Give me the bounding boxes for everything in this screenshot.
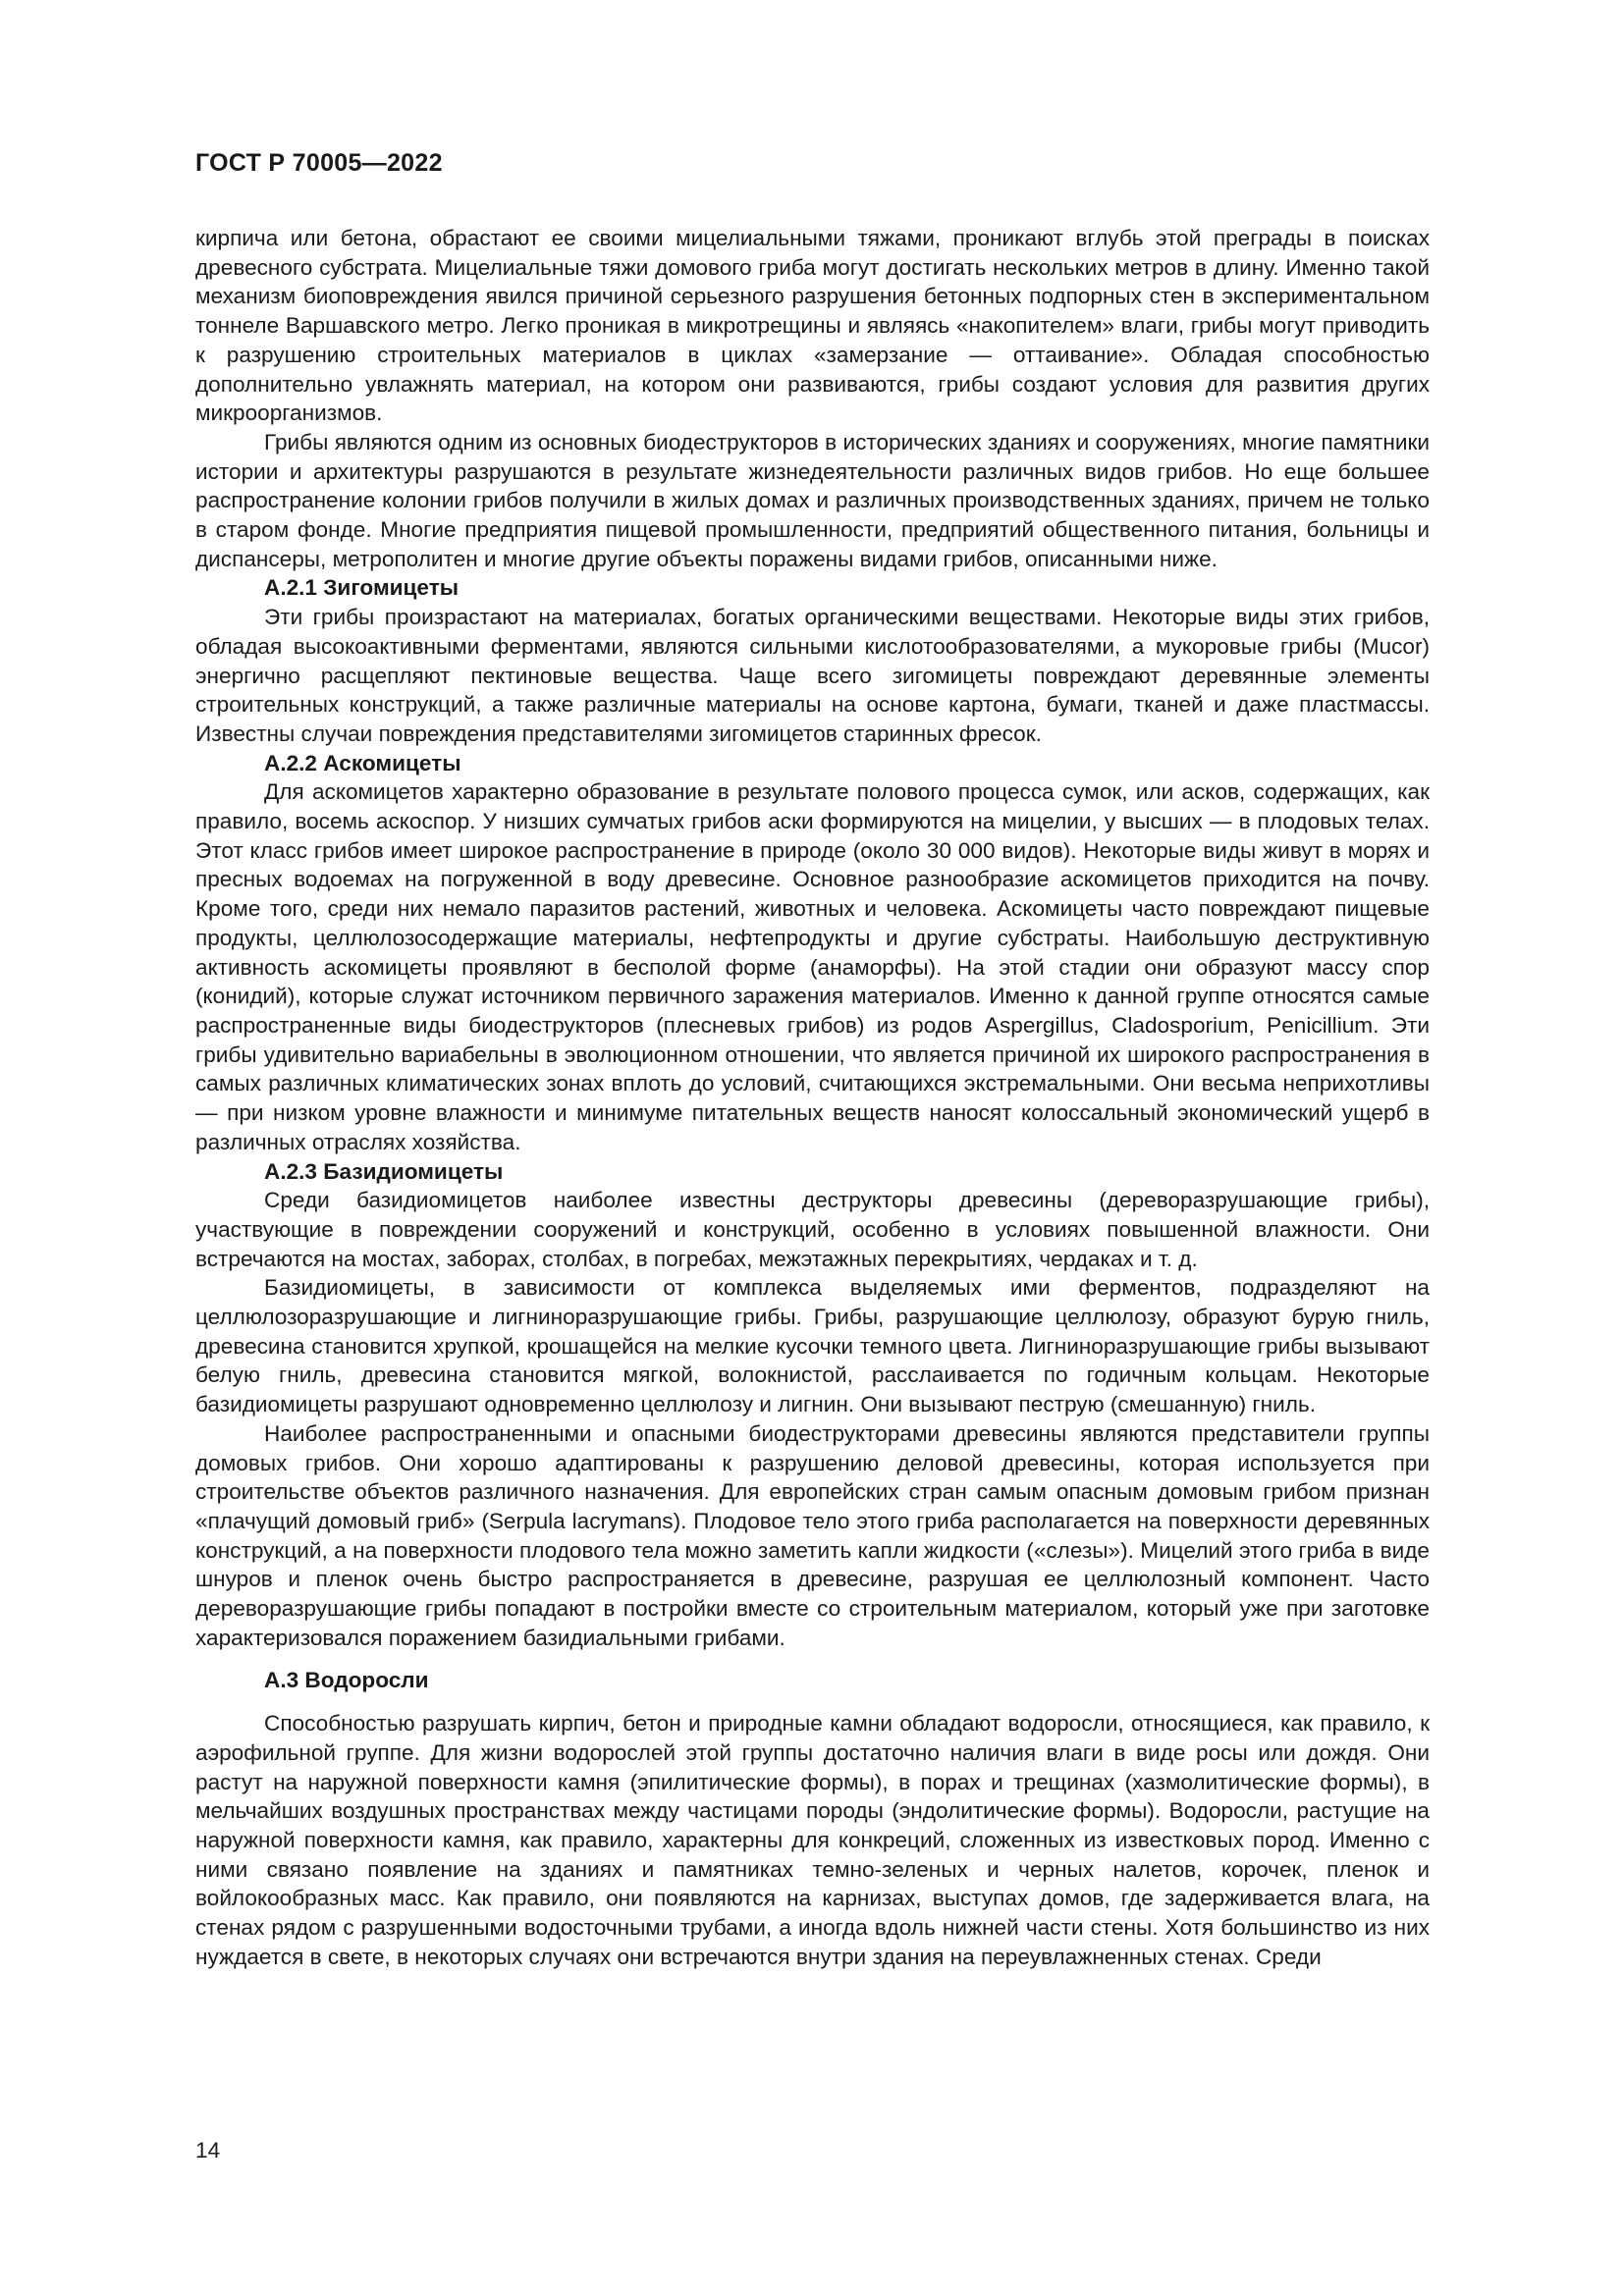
body-text (195, 224, 1430, 1971)
heading-ascomycetes: А.2.2 Аскомицеты (264, 750, 461, 775)
paragraph-fungi-historic-buildings: Грибы являются одним из основных биодеструкторов в исторических зданиях и сооружениях, многие памятники истории и архитектуры разрушаются в результате жизнедеятельности различных видов грибов. Но еще большее распространение колонии грибов получили в жилых домах и различных производственных зданиях, причем не только в старом фонде. Многие предприятия пищевой промышленности, предприятий общественного питания, больницы и диспансеры, метрополитен и многие другие объекты поражены видами грибов, описанными ниже. (195, 429, 1430, 571)
paragraph-house-fungi: Наиболее распространенными и опасными биодеструкторами древесины являются представители группы домовых грибов. Они хорошо адаптированы к разрушению деловой древесины, которая используется при строительстве объектов различного назначения. Для европейских стран самым опасным домовым грибом признан «плачущий домовый гриб» (Serpula lacrymans). Плодовое тело этого гриба располагается на поверхности деревянных конструкций, а на поверхности плодового тела можно заметить капли жидкости («слезы»). Мицелий этого гриба в виде шнуров и пленок очень быстро распространяется в древесине, разрушая ее целлюлозный компонент. Часто дереворазрушающие грибы попадают в постройки вместе со строительным материалом, который уже при заготовке характеризовался поражением базидиальными грибами. (195, 1420, 1430, 1650)
paragraph-algae: Способностью разрушать кирпич, бетон и природные камни обладают водоросли, относящиеся, как правило, к аэрофильной группе. Для жизни водорослей этой группы достаточно наличия влаги в виде росы или дождя. Они растут на наружной поверхности камня (эпилитические формы), в порах и трещинах (хазмолитические формы), в мельчайших воздушных пространствах между частицами породы (эндолитические формы). Водоросли, растущие на наружной поверхности камня, как правило, характерны для конкреций, сложенных из известковых пород. Именно с ними связано появление на зданиях и памятниках темно-зеленых и черных налетов, корочек, пленок и войлокообразных масс. Как правило, они появляются на карнизах, выступах домов, где задерживается влага, на стенах рядом с разрушенными водосточными трубами, а иногда вдоль нижней части стены. Хотя большинство из них нуждается в свете, в некоторых случаях они встречаются внутри здания на переувлажненных стенах. Среди (195, 1711, 1430, 1969)
heading-algae: А.3 Водоросли (264, 1668, 429, 1693)
page-number: 14 (195, 2138, 221, 2163)
paragraph-continuation: кирпича или бетона, обрастают ее своими мицелиальными тяжами, проникают вглубь этой преграды в поисках древесного субстрата. Мицелиальные тяжи домового гриба могут достигать нескольких метров в длину. Именно такой механизм биоповреждения явился причиной серьезного разрушения бетонных подпорных стен в экспериментальном тоннеле Варшавского метро. Легко проникая в микротрещины и являясь «накопителем» влаги, грибы могут приводить к разрушению строительных материалов в циклах «замерзание — оттаивание». Обладая способностью дополнительно увлажнять материал, на котором они развиваются, грибы создают условия для развития других микроорганизмов. (195, 226, 1430, 426)
heading-basidiomycetes: А.2.3 Базидиомицеты (264, 1158, 504, 1184)
paragraph-basidiomycetes-rot: Базидиомицеты, в зависимости от комплекса выделяемых ими ферментов, подразделяют на целлюлозоразрушающие и лигниноразрушающие грибы. Грибы, разрушающие целлюлозу, образуют бурую гниль, древесина становится хрупкой, крошащейся на мелкие кусочки темного цвета. Лигниноразрушающие грибы вызывают белую гниль, древесина становится мягкой, волокнистой, расслаивается по годичным кольцам. Некоторые базидиомицеты разрушают одновременно целлюлозу и лигнин. Они вызывают пеструю (смешанную) гниль. (195, 1275, 1430, 1417)
paragraph-ascomycetes: Для аскомицетов характерно образование в результате полового процесса сумок, или асков, содержащих, как правило, восемь аскоспор. У низших сумчатых грибов аски формируются на мицелии, у высших — в плодовых телах. Этот класс грибов имеет широкое распространение в природе (около 30 000 видов). Некоторые виды живут в морях и пресных водоемах на погруженной в воду древесине. Основное разнообразие аскомицетов приходится на почву. Кроме того, среди них немало паразитов растений, животных и человека. Аскомицеты часто повреждают пищевые продукты, целлюлозосодержащие материалы, нефтепродукты и другие субстраты. Наибольшую деструктивную активность аскомицеты проявляют в бесполой форме (анаморфы). На этой стадии они образуют массу спор (конидий), которые служат источником первичного заражения материалов. Именно к данной группе относятся самые распространенные виды биодеструкторов (плесневых грибов) из родов Aspergillus, Cladosporium, Penicillium. Эти грибы удивительно вариабельны в эволюционном отношении, что является причиной их широкого распространения в самых различных климатических зонах вплоть до условий, считающихся экстремальными. Они весьма неприхотливы — при низком уровне влажности и минимуме питательных веществ наносят колоссальный экономический ущерб в различных отраслях хозяйства. (195, 779, 1430, 1154)
heading-zygomycetes: А.2.1 Зигомицеты (264, 575, 460, 601)
paragraph-basidiomycetes-intro: Среди базидиомицетов наиболее известны деструкторы древесины (дереворазрушающие грибы), участвующие в повреждении сооружений и конструкций, особенно в условиях повышенной влажности. Они встречаются на мостах, заборах, столбах, в погребах, межэтажных перекрытиях, чердаках и т. д. (195, 1188, 1430, 1271)
standard-code-header: ГОСТ Р 70005—2022 (195, 149, 443, 177)
paragraph-zygomycetes: Эти грибы произрастают на материалах, богатых органическими веществами. Некоторые виды этих грибов, обладая высокоактивными ферментами, являются сильными кислотообразователями, а мукоровые грибы (Mucor) энергично расщепляют пектиновые вещества. Чаще всего зигомицеты повреждают деревянные элементы строительных конструкций, а также различные материалы на основе картона, бумаги, тканей и даже пластмассы. Известны случаи повреждения представителями зигомицетов старинных фресок. (195, 605, 1430, 746)
